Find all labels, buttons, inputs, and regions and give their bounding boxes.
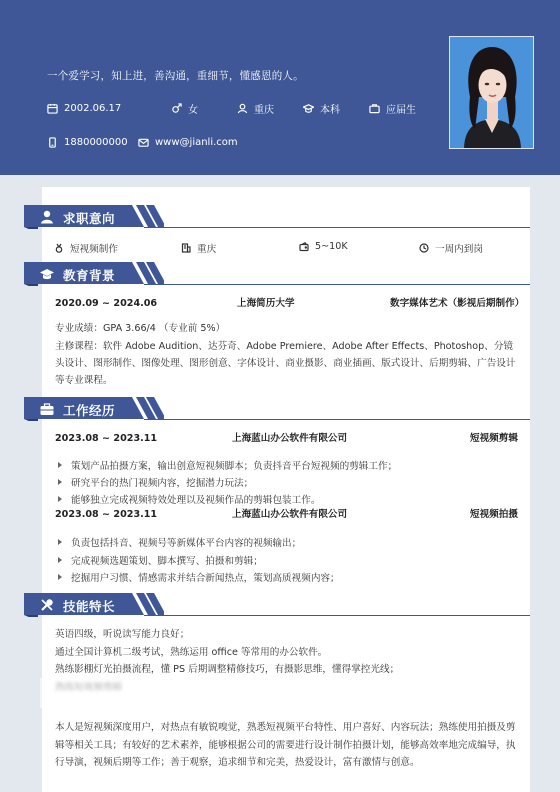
intent-job bbox=[54, 241, 118, 255]
section-skills bbox=[24, 593, 530, 617]
bullet-arrow-icon bbox=[58, 462, 62, 468]
section-title: 工作经历 bbox=[63, 403, 116, 418]
graduation-cap-icon bbox=[303, 103, 314, 114]
bullet-arrow-icon bbox=[58, 479, 62, 485]
intent-salary-value: 5~10K bbox=[315, 241, 348, 252]
section-title: 技能特长 bbox=[63, 599, 116, 614]
email-info bbox=[138, 137, 238, 148]
work-bullet bbox=[58, 475, 253, 489]
self-eval-line: 本人是短视频深度用户，对热点有敏锐嗅觉，熟悉短视频平台特性、用户喜好、内容玩法；熟练使用拍摄及剪 bbox=[55, 722, 516, 733]
degree: 本科 bbox=[320, 105, 340, 116]
slogan: 一个爱学习，知上进，善沟通，重细节，懂感恩的人。 bbox=[47, 70, 304, 82]
skill-line: 英语四级，听说读写能力良好； bbox=[55, 629, 190, 640]
work-period: 2023.08 ~ 2023.11 bbox=[55, 433, 158, 444]
phone: 1880000000 bbox=[64, 137, 128, 148]
bullet-arrow-icon bbox=[58, 574, 62, 580]
edu-gpa: 专业成绩：GPA 3.66/4 （专业前 5%） bbox=[55, 323, 226, 334]
intent-job-value: 短视频制作 bbox=[70, 244, 118, 255]
email: www@jianli.com bbox=[155, 137, 238, 148]
intent-arrival bbox=[419, 241, 483, 255]
self-eval-line: 行导演，视频后期等工作；善于观察，追求细节和完美，热爱设计，富有激情与创意。 bbox=[55, 757, 420, 768]
work-bullet bbox=[58, 458, 397, 472]
section-education bbox=[24, 262, 530, 286]
work-company: 上海蓝山办公软件有限公司 bbox=[232, 509, 348, 520]
section-divider bbox=[144, 227, 530, 228]
degree-info bbox=[303, 101, 369, 116]
bullet-text: 挖掘用户习惯、情感需求并结合新闻热点，策划高质视频内容； bbox=[71, 573, 340, 584]
work-role: 短视频剪辑 bbox=[470, 433, 518, 444]
edu-courses-line: 主修课程：软件 Adobe Audition、达芬奇、Adobe Premiere、Adobe After Effects、Photoshop、分镜 bbox=[55, 341, 514, 352]
edu-period: 2020.09 ~ 2024.06 bbox=[55, 298, 158, 309]
edu-major: 数字媒体艺术（影视后期制作） bbox=[390, 298, 525, 309]
info-row-1 bbox=[47, 101, 416, 116]
work-bullet bbox=[58, 570, 340, 584]
briefcase-icon bbox=[40, 402, 54, 416]
section-work bbox=[24, 397, 530, 421]
section-intent bbox=[24, 205, 530, 229]
gender: 女 bbox=[188, 105, 198, 116]
section-divider bbox=[144, 615, 530, 616]
briefcase-icon bbox=[369, 103, 380, 114]
work-role: 短视频拍摄 bbox=[470, 509, 518, 520]
gender-icon bbox=[171, 103, 182, 114]
wrench-icon bbox=[40, 598, 54, 612]
resume-header bbox=[0, 0, 560, 175]
edu-school: 上海简历大学 bbox=[237, 298, 295, 309]
blur-overlay bbox=[40, 678, 175, 708]
self-eval-line: 辑等相关工具；有较好的艺术素养，能够根据公司的需要进行设计制作拍摄计划，能够高效率地完成编导，执 bbox=[55, 740, 516, 751]
intent-arrival-value: 一周内到岗 bbox=[435, 244, 483, 255]
bullet-text: 研究平台的热门视频内容，挖掘潜力玩法； bbox=[71, 478, 254, 489]
calendar-icon bbox=[47, 103, 58, 114]
birth-date: 2002.06.17 bbox=[64, 103, 122, 114]
intent-city-value: 重庆 bbox=[197, 244, 217, 255]
skill-line: 熟练影棚灯光拍摄流程，懂 PS 后期调整精修技巧，有摄影思维，懂得掌控光线； bbox=[55, 664, 400, 675]
wallet-icon bbox=[299, 242, 309, 252]
bullet-arrow-icon bbox=[58, 539, 62, 545]
status: 应届生 bbox=[386, 105, 416, 116]
person-icon bbox=[237, 103, 248, 114]
section-title: 教育背景 bbox=[63, 268, 116, 283]
work-company: 上海蓝山办公软件有限公司 bbox=[232, 433, 348, 444]
work-bullet bbox=[58, 535, 301, 549]
gender-info bbox=[171, 101, 237, 116]
mail-icon bbox=[138, 137, 149, 148]
section-title: 求职意向 bbox=[63, 211, 116, 226]
intent-salary bbox=[299, 241, 348, 252]
building-icon bbox=[181, 243, 191, 253]
work-bullet bbox=[58, 553, 263, 567]
medal-icon bbox=[54, 243, 64, 253]
phone-icon bbox=[47, 137, 58, 148]
section-divider bbox=[144, 419, 530, 420]
bullet-text: 策划产品拍摄方案，输出创意短视频脚本；负责抖音平台短视频的剪辑工作； bbox=[71, 461, 398, 472]
info-row-2 bbox=[47, 137, 238, 148]
status-info bbox=[369, 101, 416, 116]
skill-line: 通过全国计算机二级考试，熟练运用 office 等常用的办公软件。 bbox=[55, 647, 328, 658]
work-period: 2023.08 ~ 2023.11 bbox=[55, 509, 158, 520]
bullet-arrow-icon bbox=[58, 496, 62, 502]
profile-photo bbox=[449, 36, 534, 149]
bullet-text: 完成视频选题策划、脚本撰写、拍摄和剪辑； bbox=[71, 556, 263, 567]
bullet-text: 负责包括抖音、视频号等新媒体平台内容的视频输出； bbox=[71, 538, 302, 549]
graduation-cap-icon bbox=[40, 267, 54, 281]
bullet-text: 能够独立完成视频特效处理以及视频作品的剪辑包装工作。 bbox=[71, 495, 321, 506]
work-bullet bbox=[58, 492, 320, 506]
edu-courses-line: 头设计、图形制作、图像处理、图形创意、字体设计、商业摄影、商业插画、版式设计、后期剪辑、广告设计 bbox=[55, 358, 516, 369]
edu-courses-line: 等专业课程。 bbox=[55, 375, 113, 386]
clock-icon bbox=[419, 243, 429, 253]
city: 重庆 bbox=[254, 105, 274, 116]
phone-info bbox=[47, 137, 138, 148]
user-icon bbox=[40, 210, 54, 224]
intent-city bbox=[181, 241, 216, 255]
birth-info bbox=[47, 101, 171, 116]
bullet-arrow-icon bbox=[58, 557, 62, 563]
section-divider bbox=[144, 284, 530, 285]
city-info bbox=[237, 101, 303, 116]
